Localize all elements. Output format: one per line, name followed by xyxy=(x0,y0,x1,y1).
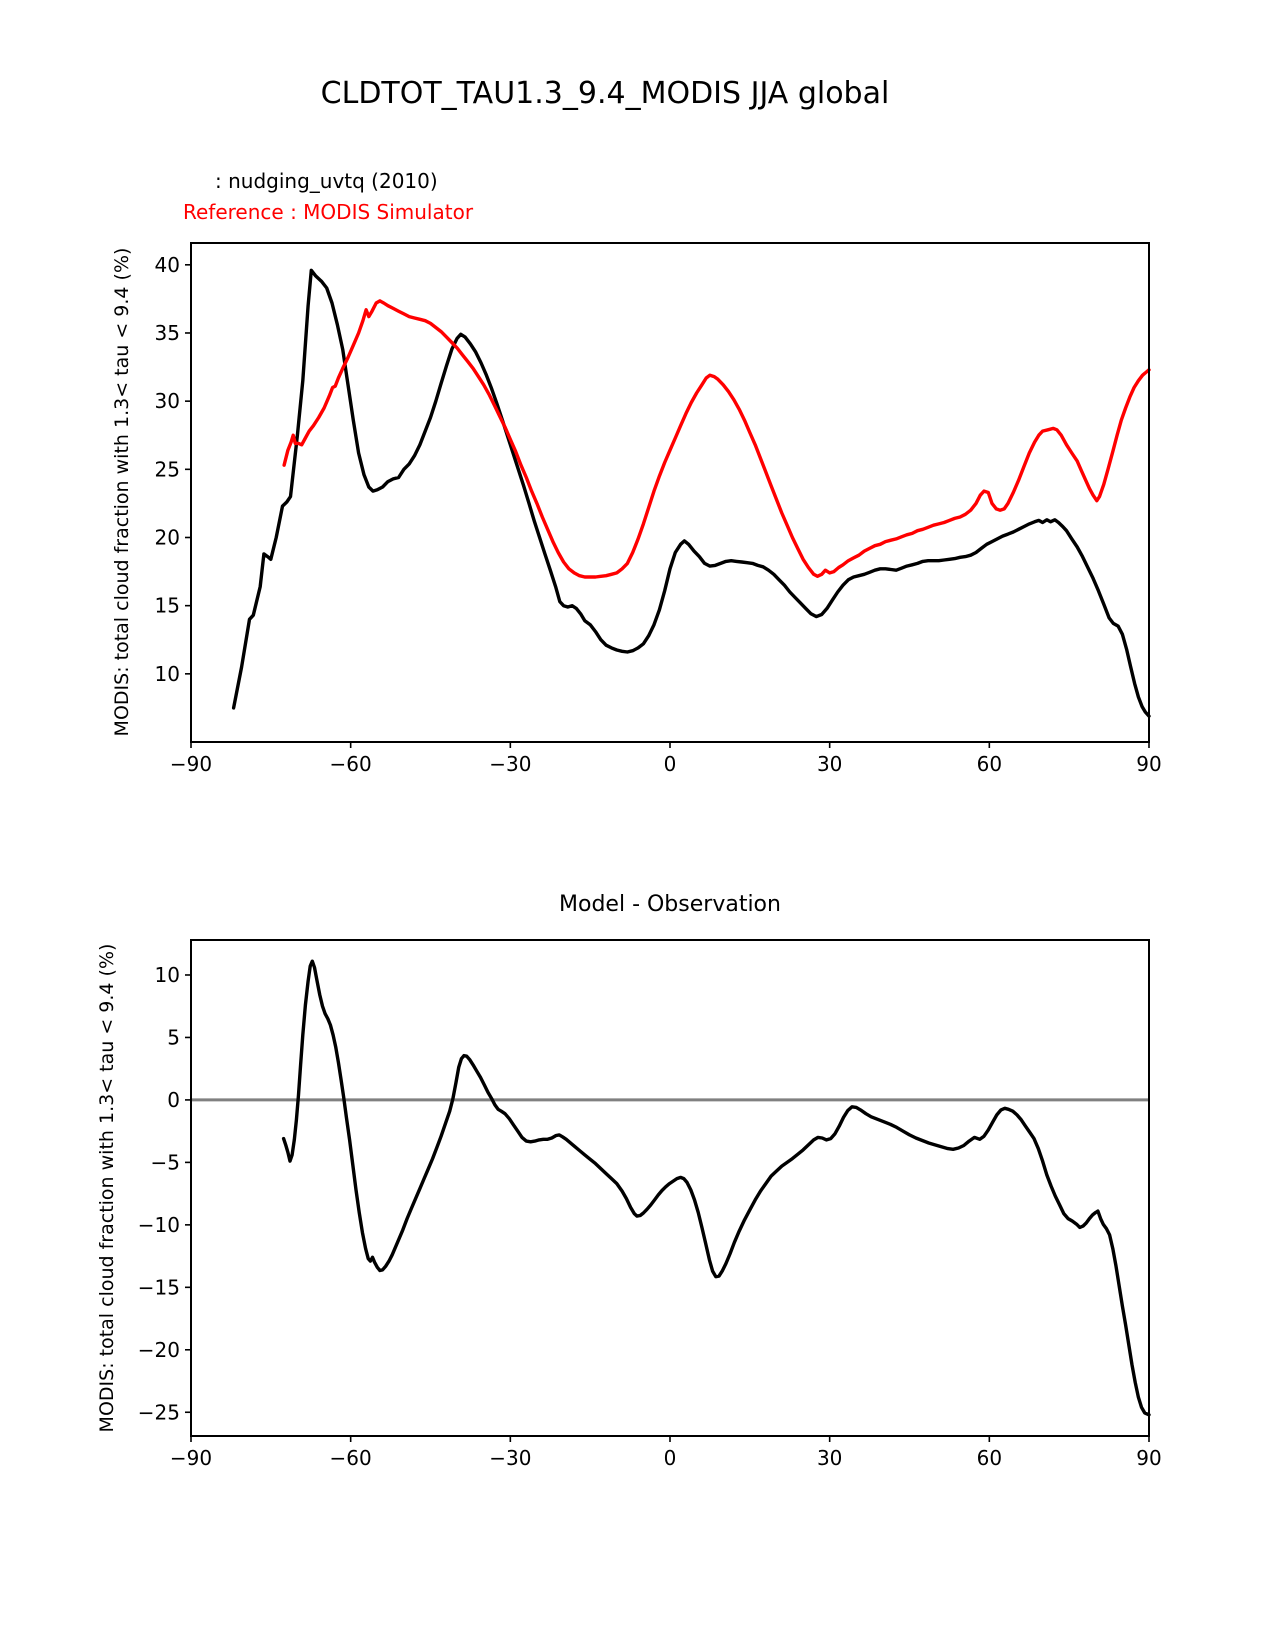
y-tick-label: −10 xyxy=(137,1212,180,1237)
y-tick-label: −20 xyxy=(137,1337,180,1362)
legend-reference-label xyxy=(183,200,473,224)
y-tick-label: 20 xyxy=(154,525,180,550)
x-tick-label: 90 xyxy=(1136,1446,1162,1470)
y-tick-label: 0 xyxy=(167,1087,180,1112)
x-tick-label: 60 xyxy=(976,1446,1003,1470)
reference-line xyxy=(284,301,1149,577)
axes-frame xyxy=(191,940,1149,1436)
x-tick-label: −60 xyxy=(329,752,372,776)
figure-title: CLDTOT_TAU1.3_9.4_MODIS JJA global xyxy=(320,76,890,111)
x-tick-label: −30 xyxy=(489,1446,532,1470)
y-tick-label: 10 xyxy=(154,661,180,686)
top-chart-plot xyxy=(154,243,1162,776)
y-tick-label: 30 xyxy=(154,389,180,414)
y-tick-label: −15 xyxy=(137,1275,180,1300)
bottom-chart-plot xyxy=(137,940,1162,1470)
x-tick-label: −60 xyxy=(329,1446,372,1470)
legend-model-text: : nudging_uvtq (2010) xyxy=(215,169,438,193)
legend-model-label xyxy=(215,169,438,193)
y-tick-label: −25 xyxy=(137,1400,180,1425)
x-tick-label: −90 xyxy=(169,752,213,776)
y-tick-label: 35 xyxy=(154,320,180,345)
x-tick-label: 30 xyxy=(816,752,843,776)
y-tick-label: 15 xyxy=(154,593,180,618)
figure: CLDTOT_TAU1.3_9.4_MODIS JJA global : nudging_uvtq (2010) Reference : MODIS Simulator MODIS: total cloud fraction with 1.3< tau < 9.4 (%) −90 −60 −30 0 30 60 90 10 15 20 25 30 35 40 Model - Observation MODIS: total cloud fraction with 1.3< tau < 9.4 (%) −90 −60 −30 0 30 60 90 −25 −20 −15 −10 −5 0 5 10 xyxy=(0,0,1275,1650)
x-tick-label: 30 xyxy=(816,1446,843,1470)
x-tick-label: −30 xyxy=(489,752,532,776)
x-tick-label: 0 xyxy=(663,752,677,776)
y-tick-label: 25 xyxy=(154,457,180,482)
legend-reference-text: Reference : MODIS Simulator xyxy=(183,200,474,224)
x-tick-label: −90 xyxy=(169,1446,213,1470)
x-tick-label: 90 xyxy=(1136,752,1162,776)
y-tick-label: −5 xyxy=(150,1150,180,1175)
y-tick-label: 5 xyxy=(167,1025,180,1050)
y-tick-label: 40 xyxy=(154,252,180,277)
x-tick-label: 60 xyxy=(976,752,1003,776)
bottom-chart-title: Model - Observation xyxy=(559,892,781,917)
y-tick-label: 10 xyxy=(154,962,180,987)
x-tick-label: 0 xyxy=(663,1446,677,1470)
difference-line xyxy=(284,961,1149,1415)
